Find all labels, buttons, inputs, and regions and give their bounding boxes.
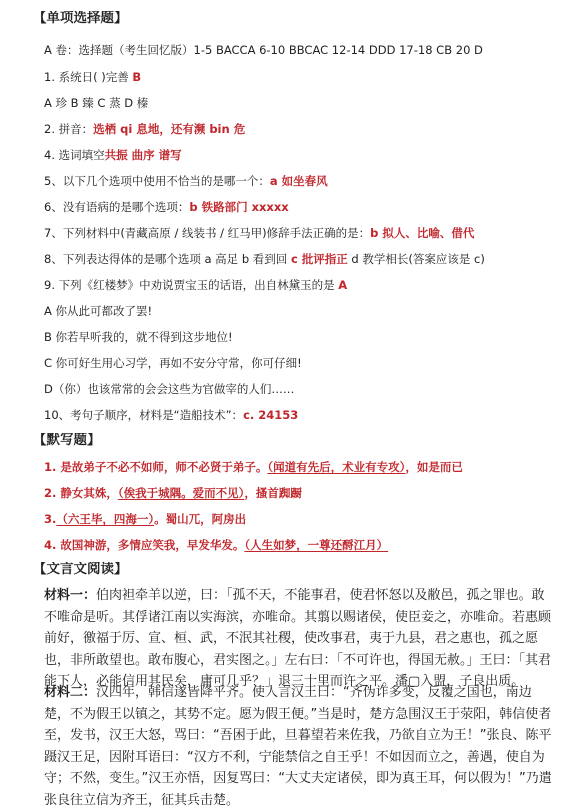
material-label: 材料二： bbox=[44, 685, 97, 700]
question-text: 10、考句子顺序，材料是“造船技术”： bbox=[44, 408, 244, 422]
question-9 bbox=[44, 278, 564, 293]
question-answer: 选栖 qi 息地，还有濒 bin 危 bbox=[93, 122, 246, 136]
section-heading-single-choice: 【单项选择题】 bbox=[33, 11, 128, 26]
dictation-answer: （俟我于城隅。爱而不见） bbox=[117, 486, 245, 500]
dictation-prompt: 3. bbox=[44, 512, 57, 526]
question-text: 7、下列材料中(青藏高原 / 线装书 / 红马甲)修辞手法正确的是： bbox=[44, 226, 371, 240]
material-text: 汉四年，韩信遂皆降平齐。使人言汉王曰：“齐伪诈多变，反覆之国也，南边楚，不为假王以镇之，其势不定。愿为假王便。”当是时，楚方急围汉王于荥阳，韩信使者至，发书，汉王大怒，骂曰：“吾困于此，旦暮望若来佐我，乃欲自立为王！”张良、陈平蹑汉王足，因附耳语曰：“汉方不利，宁能禁信之自王乎！不如因而立之，善遇，使自为守；不然，变生。”汉王亦悟，因复骂曰：“大丈夫定诸侯，即为真王耳，何以假为！”乃遣张良往立信为齐王，征其兵击楚。 bbox=[44, 685, 552, 808]
question-9-option-c: C 你可好生用心习学，再如不安分守常，你可仔细! bbox=[44, 356, 302, 370]
question-9-option-b: B 你若早听我的，就不得到这步地位! bbox=[44, 330, 233, 344]
question-4 bbox=[44, 148, 564, 163]
dictation-prompt: 1. 是故弟子不必不如师，师不必贤于弟子。 bbox=[44, 460, 268, 474]
question-note: d 教学相长(答案应该是 c) bbox=[347, 252, 485, 266]
question-text: 8、下列表达得体的是哪个选项 a 高足 b 看到回 bbox=[44, 252, 291, 266]
dictation-prompt: 4. 故国神游，多情应笑我，早发华发。 bbox=[44, 538, 245, 552]
question-text: 9. 下列《红楼梦》中劝说贾宝玉的话语，出自林黛玉的是 bbox=[44, 278, 339, 292]
dictation-tail: ，如是而已 bbox=[405, 460, 463, 474]
question-answer: a 如坐春风 bbox=[269, 174, 328, 188]
question-10 bbox=[44, 408, 564, 423]
question-7 bbox=[44, 226, 564, 241]
question-9-option-a: A 你从此可都改了罢! bbox=[44, 304, 153, 318]
dictation-answer: （闻道有先后，术业有专攻） bbox=[267, 460, 406, 474]
dictation-item-2 bbox=[44, 486, 564, 501]
question-answer: A bbox=[338, 278, 348, 292]
question-text: 2. 拼音： bbox=[44, 122, 94, 136]
material-label: 材料一： bbox=[44, 588, 97, 603]
material-text: 伯肉袒牵羊以逆，曰：「孤不天，不能事君，使君怀怒以及敝邑，孤之罪也。敢不唯命是听。其俘诸江南以实海滨，亦唯命。其翦以赐诸侯，使臣妾之，亦唯命。若惠顾前好，徼福于厉、宣、桓、武，不泯其社稷，使改事君，夷于九县，君之惠也，孤之愿也，非所敢望也。敢布腹心，君实图之。」左右曰：「不可许也，得国无赦。」王曰：「其君能下人，必能信用其民矣，庸可几乎？」退三十里而许之平。潘▢入盟，子良出质。 bbox=[44, 588, 552, 689]
question-answer: b 拟人、比喻、借代 bbox=[370, 226, 475, 240]
material-2 bbox=[44, 682, 556, 811]
question-answer: c. 24153 bbox=[243, 408, 299, 422]
dictation-item-4 bbox=[44, 538, 564, 553]
question-5 bbox=[44, 174, 564, 189]
material-1 bbox=[44, 585, 556, 693]
section-heading-classical: 【文言文阅读】 bbox=[33, 562, 128, 577]
dictation-prompt: 2. 静女其姝， bbox=[44, 486, 118, 500]
dictation-tail: 。蜀山兀，阿房出 bbox=[154, 512, 247, 526]
question-answer: 共振 曲序 谱写 bbox=[104, 148, 182, 162]
question-1 bbox=[44, 70, 564, 85]
answer-key-a: A 卷：选择题（考生回忆版）1-5 BACCA 6-10 BBCAC 12-14 DDD 17-18 CB 20 D bbox=[44, 43, 483, 57]
question-text: 6、没有语病的是哪个选项： bbox=[44, 200, 190, 214]
question-2 bbox=[44, 122, 564, 137]
dictation-item-1 bbox=[44, 460, 564, 475]
question-text: 1. 系统日( )完善 bbox=[44, 70, 133, 84]
question-1-options: A 珍 B 臻 C 蒸 D 榛 bbox=[44, 96, 149, 110]
section-heading-dictation: 【默写题】 bbox=[33, 433, 101, 448]
question-answer: b 铁路部门 xxxxx bbox=[189, 200, 289, 214]
question-text: 4. 选词填空 bbox=[44, 148, 105, 162]
dictation-tail: ，搔首踟蹰 bbox=[244, 486, 302, 500]
question-answer: B bbox=[132, 70, 142, 84]
dictation-answer: （人生如梦，一尊还酹江月） bbox=[244, 538, 389, 552]
dictation-answer: （六王毕，四海一） bbox=[56, 512, 155, 526]
question-8 bbox=[44, 252, 564, 267]
dictation-item-3 bbox=[44, 512, 564, 527]
question-answer: c 批评指正 bbox=[290, 252, 348, 266]
question-text: 5、以下几个选项中使用不恰当的是哪一个： bbox=[44, 174, 270, 188]
question-6 bbox=[44, 200, 564, 215]
question-9-option-d: D（你）也该常常的会会这些为官做宰的人们…… bbox=[44, 382, 295, 396]
